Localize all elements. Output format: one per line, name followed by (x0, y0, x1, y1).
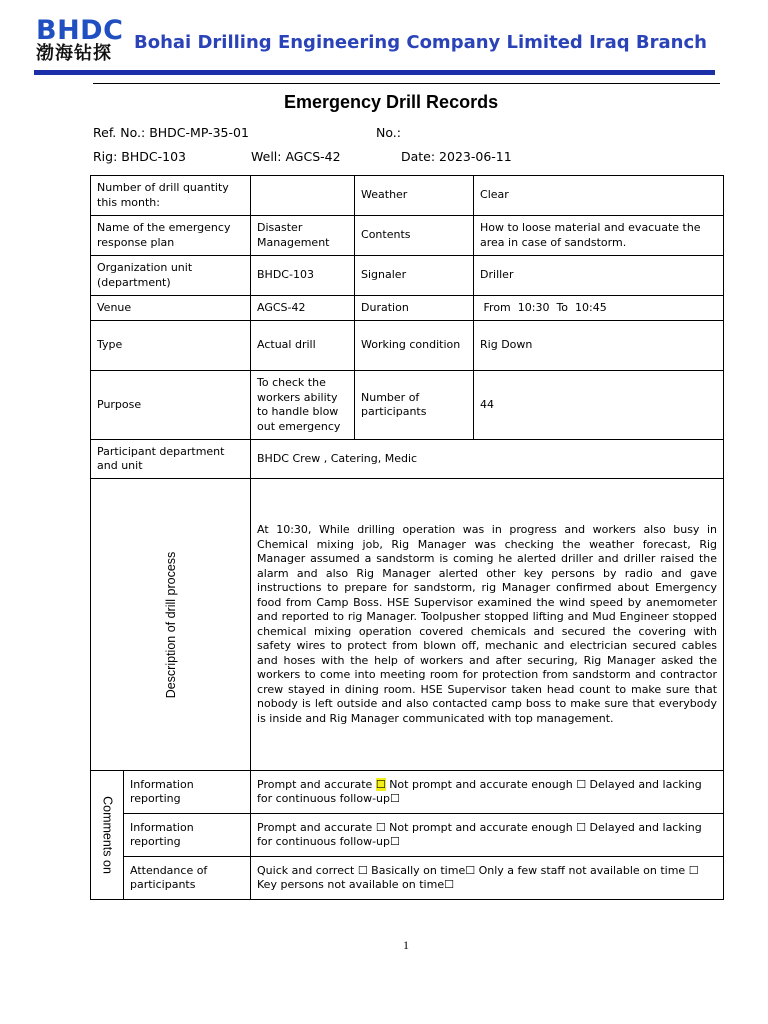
comments-label: Comments on (100, 796, 115, 874)
table-row (91, 321, 724, 371)
participant-dept-label: Participant department and unit (91, 440, 251, 479)
well-field: Well: AGCS-42 (251, 149, 341, 164)
table-row (91, 216, 724, 256)
signaler-label: Signaler (355, 256, 474, 296)
table-row (91, 371, 724, 440)
working-condition-value: Rig Down (474, 321, 724, 371)
type-value: Actual drill (251, 321, 355, 371)
date-field: Date: 2023-06-11 (401, 149, 512, 164)
company-name: Bohai Drilling Engineering Company Limited Iraq Branch (134, 32, 707, 53)
contents-label: Contents (355, 216, 474, 256)
bhdc-logo (36, 16, 132, 66)
record-number: No.: (376, 125, 401, 140)
drill-record-table (90, 175, 724, 900)
table-row (91, 814, 724, 857)
comments-label-cell (91, 771, 124, 900)
page-title: Emergency Drill Records (284, 92, 499, 112)
weather-value: Clear (474, 176, 724, 216)
table-row (91, 857, 724, 900)
comment-options (251, 771, 724, 814)
venue-label: Venue (91, 296, 251, 321)
rig-field: Rig: BHDC-103 (93, 149, 186, 164)
duration-label: Duration (355, 296, 474, 321)
table-row (91, 296, 724, 321)
purpose-value: To check the workers ability to handle blow out emergency (251, 371, 355, 440)
table-row (91, 771, 724, 814)
comment-label: Information reporting (124, 771, 251, 814)
comment-label: Information reporting (124, 814, 251, 857)
comment-options: Quick and correct ☐ Basically on time☐ Only a few staff not available on time ☐ Key persons not available on time☐ (251, 857, 724, 900)
document-header (34, 14, 724, 80)
ref-number: Ref. No.: BHDC-MP-35-01 (93, 125, 249, 140)
header-divider (34, 70, 715, 75)
working-condition-label: Working condition (355, 321, 474, 371)
title-divider (93, 83, 720, 84)
comment-options: Prompt and accurate ☐ Not prompt and accurate enough ☐ Delayed and lacking for continuous follow-up☐ (251, 814, 724, 857)
organization-value: BHDC-103 (251, 256, 355, 296)
table-row (91, 256, 724, 296)
logo-chinese-text: 渤海钻探 (36, 43, 112, 64)
signaler-value: Driller (474, 256, 724, 296)
duration-value: From 10:30 To 10:45 (474, 296, 724, 321)
table-row (91, 176, 724, 216)
participants-count-label: Number of participants (355, 371, 474, 440)
weather-label: Weather (355, 176, 474, 216)
page-number: 1 (403, 938, 409, 952)
drill-quantity-value (251, 176, 355, 216)
type-label: Type (91, 321, 251, 371)
response-plan-value: Disaster Management (251, 216, 355, 256)
venue-value: AGCS-42 (251, 296, 355, 321)
comment-option-text: Not prompt and accurate enough ☐ Delayed and lacking for continuous follow-up☐ (257, 777, 702, 805)
purpose-label: Purpose (91, 371, 251, 440)
description-label: Description of drill process (163, 551, 178, 698)
comment-option-text: Prompt and accurate (257, 777, 376, 791)
description-label-cell (91, 479, 251, 771)
response-plan-label: Name of the emergency response plan (91, 216, 251, 256)
drill-quantity-label: Number of drill quantity this month: (91, 176, 251, 216)
table-row (91, 479, 724, 771)
highlighted-checkbox[interactable]: ☐ (375, 777, 386, 791)
logo-text: BHDC (36, 15, 124, 46)
participant-dept-value: BHDC Crew , Catering, Medic (251, 440, 724, 479)
contents-value: How to loose material and evacuate the area in case of sandstorm. (474, 216, 724, 256)
drill-description: At 10:30, While drilling operation was in progress and workers also busy in Chemical mixing job, Rig Manager was checking the weather forecast, Rig Manager assumed a sandstorm is coming he alerted driller and driller raised the alarm and also Rig Manager alerted other key persons by radio and gave instructions to prepare for sandstorm, rig Manager confirmed about Emergency food from Camp Boss. HSE Supervisor examined the wind speed by anemometer and reported to rig Manager. Toolpusher stopped lifting and Mud Engineer stopped chemical mixing operation covered chemicals and secured the covering with safety wires to protect from blown off, mechanic and electrician secured cables and hoses with the help of workers and after securing, Rig Manager asked the workers to come into meeting room for protection from sandstorm and contractor crew stayed in dining room. HSE Supervisor taken head count to make sure that nobody is left outside and also contacted camp boss to make sure that everybody is inside and Rig Manager communicated with top management. (251, 479, 724, 771)
table-row (91, 440, 724, 479)
organization-label: Organization unit (department) (91, 256, 251, 296)
participants-count-value: 44 (474, 371, 724, 440)
comment-label: Attendance of participants (124, 857, 251, 900)
